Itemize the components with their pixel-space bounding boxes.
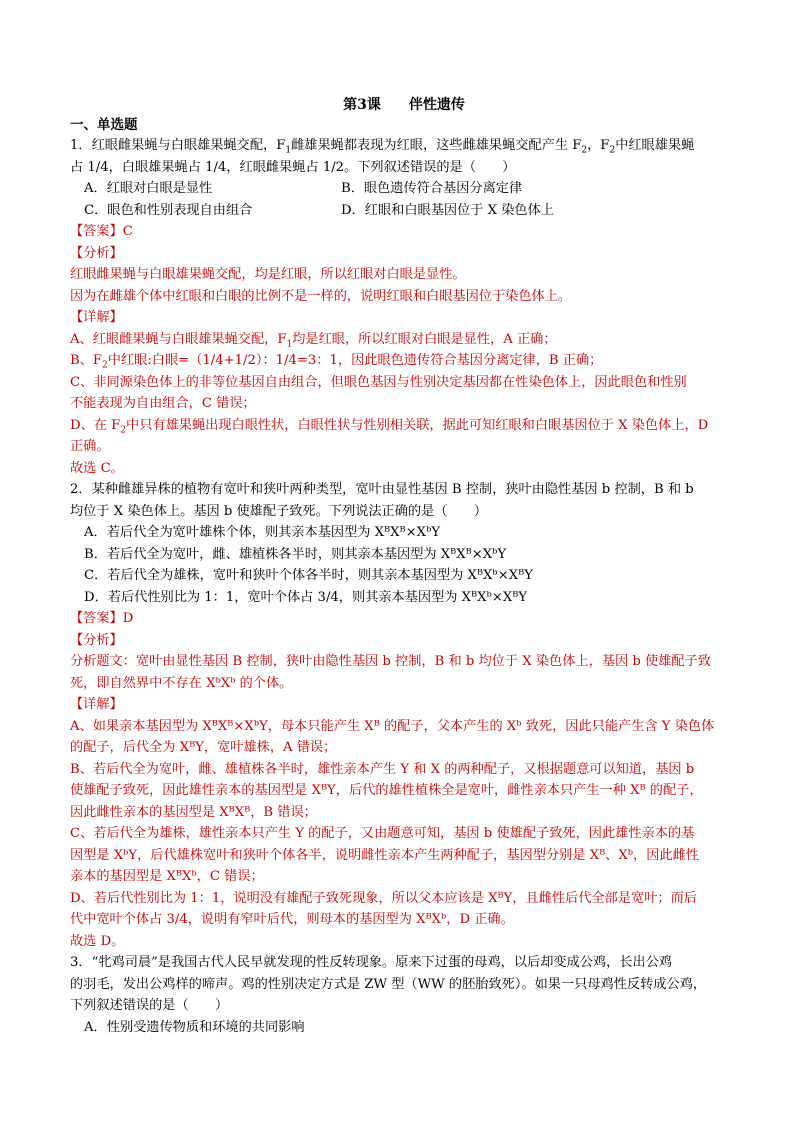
detail-text: 不能表现为自由组合，C 错误； bbox=[70, 396, 256, 411]
detail-text: 亲本的基因型是 XᴮXᵇ，C 错误； bbox=[70, 869, 264, 884]
detail-text: 因此雌性亲本的基因型是 XᴮXᴮ，B 错误； bbox=[70, 804, 317, 820]
option-c: C．眼色和性别表现自由组合 bbox=[84, 202, 253, 218]
question-3 bbox=[70, 952, 738, 1038]
document-page bbox=[70, 95, 738, 1038]
detail-text: B、若后代全为宽叶，雌、雄植株各半时，雄性亲本产生 Y 和 X 的两种配子，又根据题意可以知道，基因 b bbox=[70, 761, 695, 777]
detail-text: D、在 $F_2$中只有雄果蝇出现白眼性状，白眼性状与性别相关联，据此可知红眼和白眼基因位于 X 染色体上，D bbox=[70, 417, 709, 436]
question-stem: 3．“牝鸡司晨”是我国古代人民早就发现的性反转现象。原来下过蛋的母鸡，以后却变成公鸡，长出公鸡 bbox=[70, 955, 673, 970]
detail-tag: 【详解】 bbox=[70, 310, 123, 325]
option-c: C．若后代全为雄株，宽叶和狭叶个体各半时，则其亲本基因型为 XᴮXᵇ×XᴮY bbox=[84, 568, 533, 583]
question-stem: 下列叙述错误的是（ ） bbox=[70, 998, 229, 1013]
answer-label: 【答案】D bbox=[70, 611, 134, 626]
page-title bbox=[70, 95, 738, 115]
analysis-text: 死，即自然界中不存在 XᵇXᵇ 的个体。 bbox=[70, 675, 293, 691]
question-stem: 的羽毛，发出公鸡样的啼声。鸡的性别决定方式是 ZW 型（WW 的胚胎致死）。如果一只母鸡性反转成公鸡， bbox=[70, 976, 707, 992]
analysis-text: 分析题文：宽叶由显性基因 B 控制，狭叶由隐性基因 b 控制，B 和 b 均位于 X 染色体上，基因 b 使雄配子致 bbox=[70, 654, 711, 669]
question-2 bbox=[70, 479, 738, 952]
option-a: A．性别受遗传物质和环境的共同影响 bbox=[84, 1019, 305, 1035]
lesson-topic: 伴性遗传 bbox=[408, 97, 465, 113]
final-answer: 故选 C。 bbox=[70, 460, 124, 476]
option-a: A．若后代全为宽叶雄株个体，则其亲本基因型为 XᴮXᴮ×XᵇY bbox=[84, 525, 441, 540]
option-d: D．若后代性别比为 1：1，宽叶个体占 3/4，则其亲本基因型为 XᴮXᵇ×XᴮY bbox=[84, 589, 528, 605]
question-1 bbox=[70, 135, 738, 479]
option-d: D．红眼和白眼基因位于 X 染色体上 bbox=[341, 202, 554, 218]
options-row bbox=[70, 178, 738, 200]
question-stem: 1．红眼雌果蝇与白眼雄果蝇交配，$F_1$雌雄果蝇都表现为红眼，这些雌雄果蝇交配产生 $F_2$，$F_2$中红眼雄果蝇 bbox=[70, 138, 695, 156]
analysis-text: 红眼雌果蝇与白眼雄果蝇交配，均是红眼，所以红眼对白眼是显性。 bbox=[70, 267, 466, 282]
detail-text: D、若后代性别比为 1：1，说明没有雄配子致死现象，所以父本应该是 XᴮY，且雌性后代全部是宽叶；而后 bbox=[70, 890, 697, 906]
detail-text: 的配子，后代全为 XᴮY，宽叶雄株，A 错误； bbox=[70, 740, 337, 755]
detail-text: A、如果亲本基因型为 XᴮXᴮ×XᵇY，母本只能产生 Xᴮ 的配子，父本产生的 Xᵇ 致死，因此只能产生含 Y 染色体 bbox=[70, 718, 715, 734]
detail-text: C、若后代全为雄株，雄性亲本只产生 Y 的配子，又由题意可知，基因 b 使雄配子致死，因此雄性亲本的基 bbox=[70, 826, 695, 841]
detail-text: 使雄配子致死，因此雄性亲本的基因型是 XᴮY，后代的雄性植株全是宽叶，雌性亲本只产生一种 Xᴮ 的配子， bbox=[70, 783, 703, 798]
detail-text: C、非同源染色体上的非等位基因自由组合，但眼色基因与性别决定基因都在性染色体上，因此眼色和性别 bbox=[70, 374, 687, 390]
detail-text: 正确。 bbox=[70, 439, 110, 454]
option-b: B．若后代全为宽叶，雌、雄植株各半时，则其亲本基因型为 XᴮXᴮ×XᵇY bbox=[84, 546, 507, 562]
analysis-text: 因为在雌雄个体中红眼和白眼的比例不是一样的，说明红眼和白眼基因位于染色体上。 bbox=[70, 288, 572, 304]
detail-text: 代中宽叶个体占 3/4，说明有窄叶后代，则母本的基因型为 XᴮXᵇ，D 正确。 bbox=[70, 912, 514, 927]
detail-tag: 【详解】 bbox=[70, 697, 123, 712]
question-stem: 占 1/4，白眼雄果蝇占 1/4，红眼雌果蝇占 1/2。下列叙述错误的是（ ） bbox=[70, 159, 516, 175]
question-stem: 均位于 X 染色体上。基因 b 使雄配子致死。下列说法正确的是（ ） bbox=[70, 503, 488, 519]
options-row bbox=[70, 200, 738, 222]
section-heading: 一、单选题 bbox=[70, 117, 138, 133]
final-answer: 故选 D。 bbox=[70, 933, 125, 949]
analysis-tag: 【分析】 bbox=[70, 245, 123, 261]
answer-label: 【答案】C bbox=[70, 224, 133, 239]
option-a: A．红眼对白眼是显性 bbox=[84, 181, 213, 196]
question-stem: 2．某种雌雄异株的植物有宽叶和狭叶两种类型，宽叶由显性基因 B 控制，狭叶由隐性基因 b 控制，B 和 b bbox=[70, 482, 694, 497]
lesson-number: 第3课 bbox=[343, 97, 381, 113]
analysis-tag: 【分析】 bbox=[70, 632, 123, 648]
option-b: B．眼色遗传符合基因分离定律 bbox=[341, 181, 523, 196]
detail-text: 因型是 XᵇY，后代雄株宽叶和狭叶个体各半，说明雌性亲本产生两种配子，基因型分别是 Xᴮ、Xᵇ，因此雌性 bbox=[70, 847, 699, 863]
detail-text: A、红眼雌果蝇与白眼雄果蝇交配，$F_1$均是红眼，所以红眼对白眼是显性，A 正确； bbox=[70, 331, 557, 350]
detail-text: B、$F_2$中红眼:白眼=（1/4+1/2）：1/4=3：1，因此眼色遗传符合基因分离定律，B 正确； bbox=[70, 353, 603, 371]
